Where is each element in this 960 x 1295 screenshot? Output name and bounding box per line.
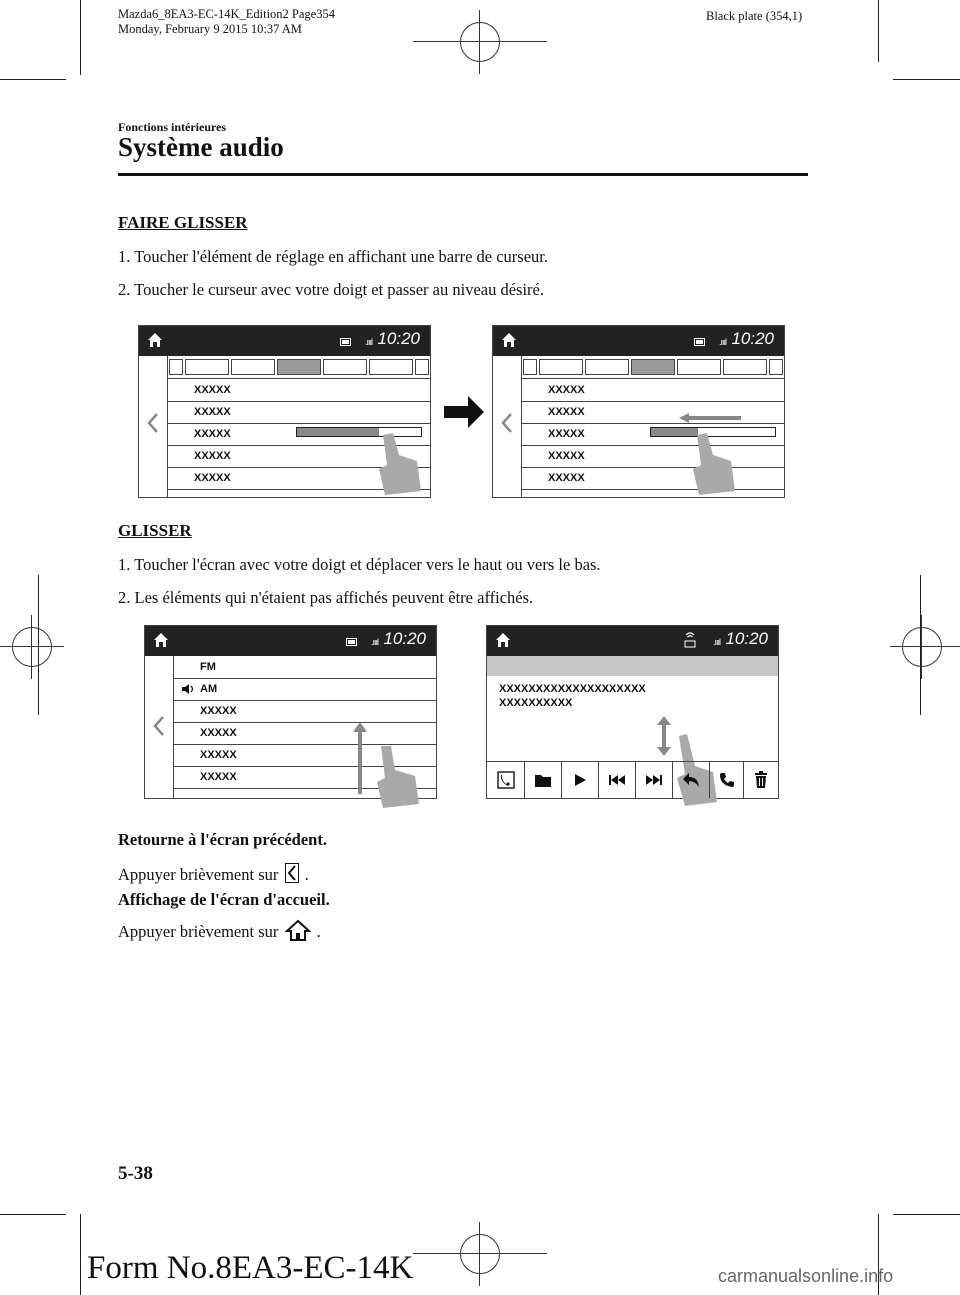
battery-icon (346, 638, 358, 646)
crop-mark (80, 0, 81, 75)
registration-mark (0, 615, 64, 679)
next-button[interactable] (635, 762, 672, 798)
crop-mark (80, 1214, 81, 1295)
home-icon (501, 332, 517, 348)
registration-mark (448, 1222, 512, 1286)
back-heading: Retourne à l'écran précédent. (118, 830, 327, 849)
home-icon (285, 919, 311, 941)
file-line: Mazda6_8EA3-EC-14K_Edition2 Page354 (118, 7, 335, 21)
list-item[interactable]: XXXXX (521, 445, 784, 468)
list-item-fm[interactable]: FM (173, 656, 436, 679)
signal-icon: .ıııl (364, 337, 372, 347)
skip-back-icon (608, 774, 626, 786)
battery-icon (340, 338, 352, 346)
screen-message-scroll (486, 625, 779, 799)
reply-icon (682, 772, 700, 788)
form-number: Form No.8EA3-EC-14K (87, 1250, 414, 1286)
folder-button[interactable] (524, 762, 561, 798)
status-bar (139, 326, 430, 356)
list-item[interactable]: XXXXX (167, 467, 430, 490)
back-chevron-icon[interactable] (145, 411, 161, 435)
skip-forward-icon (645, 774, 663, 786)
home-icon (147, 332, 163, 348)
page-title: Système audio (118, 132, 284, 162)
back-column[interactable] (139, 356, 168, 497)
message-header-band (487, 656, 778, 676)
back-instruction-end: . (304, 865, 309, 884)
signal-icon: .ıııl (712, 637, 720, 647)
screen-slider-before (138, 325, 431, 498)
list-item[interactable]: XXXXX (521, 401, 784, 424)
swipe-step-2: 2. Les éléments qui n'étaient pas affichés peuvent être affichés. (118, 588, 534, 607)
list-item[interactable]: XXXXX (173, 744, 436, 767)
tab-selected[interactable] (277, 359, 321, 375)
play-icon (573, 773, 587, 787)
drag-step-1: 1. Toucher l'élément de réglage en affichant une barre de curseur. (118, 247, 549, 266)
back-chevron-icon (285, 863, 299, 883)
swipe-step-1: 1. Toucher l'écran avec votre doigt et déplacer vers le haut ou vers le bas. (118, 555, 601, 574)
clock: 10:20 (377, 329, 420, 348)
back-column[interactable] (493, 356, 522, 497)
tab[interactable] (585, 359, 629, 375)
list-item-am[interactable]: AM (173, 678, 436, 701)
tab[interactable] (539, 359, 583, 375)
message-text-line-1: XXXXXXXXXXXXXXXXXXXX (499, 683, 646, 695)
trash-icon (754, 771, 768, 789)
header-rule (118, 173, 808, 176)
list-item[interactable]: XXXXX (173, 766, 436, 789)
scroll-updown-icon (657, 716, 671, 756)
date-line: Monday, February 9 2015 10:37 AM (118, 22, 302, 36)
list-item[interactable]: XXXXX (173, 722, 436, 745)
home-icon (495, 632, 511, 648)
list-item[interactable]: XXXXX (167, 423, 430, 446)
phone-icon (719, 772, 735, 788)
screen-list-scroll (144, 625, 437, 799)
back-instruction-text: Appuyer brièvement sur (118, 865, 279, 884)
crop-mark (893, 79, 960, 80)
crop-mark (893, 1214, 960, 1215)
tab[interactable] (677, 359, 721, 375)
list-item[interactable]: XXXXX (521, 423, 784, 446)
drag-step-2: 2. Toucher le curseur avec votre doigt et passer au niveau désiré. (118, 280, 544, 299)
crop-mark (878, 0, 879, 62)
home-instruction-end: . (316, 922, 321, 941)
crop-mark (0, 1214, 66, 1215)
folder-icon (534, 772, 552, 788)
back-column[interactable] (145, 656, 174, 798)
status-bar (145, 626, 436, 656)
status-bar (493, 326, 784, 356)
hand-pointer-icon (375, 431, 425, 497)
call-button[interactable] (709, 762, 743, 798)
arrow-left-icon (679, 413, 741, 423)
back-instruction (118, 863, 309, 885)
home-instruction-text: Appuyer brièvement sur (118, 922, 279, 941)
clock: 10:20 (725, 629, 768, 648)
back-chevron-icon[interactable] (151, 714, 167, 738)
registration-mark (890, 615, 954, 679)
file-info (118, 7, 335, 37)
home-instruction (118, 919, 321, 942)
message-text-line-2: XXXXXXXXXX (499, 697, 573, 709)
home-heading: Affichage de l'écran d'accueil. (118, 890, 330, 909)
list-item[interactable]: XXXXX (521, 467, 784, 490)
clock: 10:20 (383, 629, 426, 648)
signal-icon: .ıııl (718, 337, 726, 347)
arrow-up-icon (353, 722, 367, 794)
tab-prev[interactable] (523, 359, 537, 375)
drag-heading: FAIRE GLISSER (118, 213, 248, 232)
chapter-label: Fonctions intérieures (118, 120, 227, 134)
tab-selected[interactable] (631, 359, 675, 375)
screen-slider-after (492, 325, 785, 498)
list-item[interactable]: XXXXX (167, 445, 430, 468)
status-bar (487, 626, 778, 656)
battery-icon (694, 338, 706, 346)
tab[interactable] (369, 359, 413, 375)
signal-icon: .ıııl (370, 637, 378, 647)
tab[interactable] (231, 359, 275, 375)
list-item[interactable]: XXXXX (173, 700, 436, 723)
play-button[interactable] (561, 762, 598, 798)
watermark: carmanualsonline.info (718, 1266, 894, 1286)
crop-mark (0, 79, 66, 80)
tab[interactable] (323, 359, 367, 375)
speaker-icon (181, 683, 195, 695)
tab-prev[interactable] (169, 359, 183, 375)
wireless-icon (684, 631, 696, 649)
clock: 10:20 (731, 329, 774, 348)
tab-next[interactable] (415, 359, 429, 375)
delete-button[interactable] (743, 762, 778, 798)
list-item[interactable]: XXXXX (521, 379, 784, 402)
previous-button[interactable] (598, 762, 635, 798)
page-number: 5-38 (118, 1163, 153, 1184)
tab[interactable] (185, 359, 229, 375)
back-chevron-icon[interactable] (499, 411, 515, 435)
hand-pointer-icon (689, 431, 739, 497)
arrow-right-icon (442, 394, 486, 430)
phone-list-icon (497, 771, 515, 789)
swipe-heading: GLISSER (118, 521, 192, 540)
call-back-button[interactable] (487, 762, 524, 798)
list-item[interactable]: XXXXX (167, 379, 430, 402)
tab-next[interactable] (769, 359, 783, 375)
home-icon (153, 632, 169, 648)
reply-button[interactable] (672, 762, 709, 798)
list-item[interactable]: XXXXX (167, 401, 430, 424)
tab[interactable] (723, 359, 767, 375)
tab-strip (521, 356, 784, 379)
plate-info: Black plate (354,1) (706, 9, 803, 23)
control-bar (487, 761, 778, 798)
hand-pointer-icon (371, 744, 423, 810)
registration-mark (448, 10, 512, 74)
tab-strip (167, 356, 430, 379)
